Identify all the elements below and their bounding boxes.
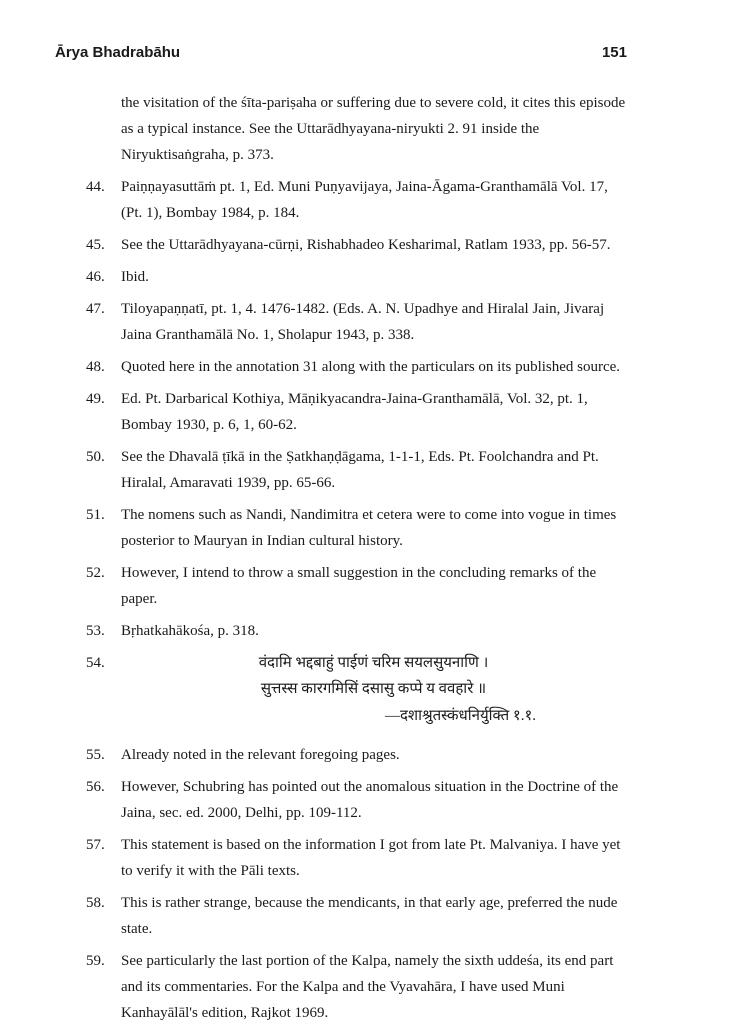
endnote bbox=[86, 354, 626, 380]
page-number: 151 bbox=[601, 44, 627, 61]
endnote bbox=[86, 502, 626, 554]
endnote-text: Ibid. bbox=[121, 269, 149, 285]
endnote-number: 51. bbox=[86, 507, 105, 523]
endnote-text: See particularly the last portion of the Kalpa, namely the sixth uddeśa, its end part and its commentaries. For the Kalpa and the Vyavahāra, I have used Muni Kanhayālāl's edition, Rajkot 1969. bbox=[121, 953, 614, 1021]
endnote-number: 53. bbox=[86, 623, 105, 639]
endnote-text: Paiṇṇayasuttāṁ pt. 1, Ed. Muni Puṇyavijaya, Jaina-Āgama-Granthamālā Vol. 17, (Pt. 1), Bombay 1984, p. 184. bbox=[121, 179, 608, 221]
endnote-number: 44. bbox=[86, 179, 105, 195]
endnote-text: Already noted in the relevant foregoing pages. bbox=[121, 747, 400, 763]
endnote-number: 58. bbox=[86, 895, 105, 911]
endnote bbox=[86, 742, 626, 768]
endnote-number: 56. bbox=[86, 779, 105, 795]
endnote-number: 49. bbox=[86, 391, 105, 407]
endnote bbox=[86, 832, 626, 884]
endnote-number: 50. bbox=[86, 449, 105, 465]
endnote-number: 46. bbox=[86, 269, 105, 285]
endnote-verse bbox=[86, 650, 626, 730]
verse-line-1: वंदामि भद्दबाहुं पाईणं चरिम सयलसुयनाणि । bbox=[258, 655, 489, 671]
endnote bbox=[86, 232, 626, 258]
endnote bbox=[86, 774, 626, 826]
endnote-text: Tiloyapaṇṇatī, pt. 1, 4. 1476-1482. (Eds. A. N. Upadhye and Hiralal Jain, Jivaraj Jaina Granthamālā No. 1, Sholapur 1943, p. 338. bbox=[121, 301, 605, 343]
continuation-paragraph: the visitation of the śīta-pariṣaha or suffering due to severe cold, it cites this episode as a typical instance. See the Uttarādhyayana-niryukti 2. 91 inside the Niryuktisaṅgraha, p. 373. bbox=[121, 95, 626, 163]
endnote bbox=[86, 890, 626, 942]
endnote-text: Ed. Pt. Darbarical Kothiya, Māṇikyacandra-Jaina-Granthamālā, Vol. 32, pt. 1, Bombay 1930, p. 6, 1, 60-62. bbox=[121, 391, 588, 433]
endnote-text: However, Schubring has pointed out the anomalous situation in the Doctrine of the Jaina, sec. ed. 2000, Delhi, pp. 109-112. bbox=[121, 779, 619, 821]
endnote-text: This statement is based on the information I got from late Pt. Malvaniya. I have yet to verify it with the Pāli texts. bbox=[121, 837, 621, 879]
endnote-number: 47. bbox=[86, 301, 105, 317]
endnote bbox=[86, 386, 626, 438]
endnote bbox=[86, 618, 626, 644]
endnote-text: Bṛhatkahākośa, p. 318. bbox=[121, 623, 259, 639]
endnote-text: See the Dhavalā ṭīkā in the Ṣatkhaṇḍāgama, 1-1-1, Eds. Pt. Foolchandra and Pt. Hiralal, Amaravati 1939, pp. 65-66. bbox=[121, 449, 599, 491]
endnote-text: See the Uttarādhyayana-cūrṇi, Rishabhadeo Kesharimal, Ratlam 1933, pp. 56-57. bbox=[121, 237, 611, 253]
endnote bbox=[86, 444, 626, 496]
page-header bbox=[55, 44, 627, 61]
endnote bbox=[86, 264, 626, 290]
endnote-number: 55. bbox=[86, 747, 105, 763]
endnote-text: This is rather strange, because the mendicants, in that early age, preferred the nude state. bbox=[121, 895, 618, 937]
running-head: Ārya Bhadrabāhu bbox=[55, 44, 181, 61]
endnote-number: 54. bbox=[86, 655, 105, 671]
endnote-number: 52. bbox=[86, 565, 105, 581]
endnote-number: 48. bbox=[86, 359, 105, 375]
endnote-text: However, I intend to throw a small suggestion in the concluding remarks of the paper. bbox=[121, 565, 597, 607]
endnote-number: 45. bbox=[86, 237, 105, 253]
endnote-number: 59. bbox=[86, 953, 105, 969]
verse-source: —दशाश्रुतस्कंधनिर्युक्ति १.१. bbox=[384, 708, 536, 724]
endnote bbox=[86, 560, 626, 612]
endnote-text: The nomens such as Nandi, Nandimitra et cetera were to come into vogue in times posterior to Mauryan in Indian cultural history. bbox=[121, 507, 617, 549]
endnote-text: Quoted here in the annotation 31 along with the particulars on its published source. bbox=[121, 359, 621, 375]
verse-line-2: सुत्तस्स कारगमिसिं दसासु कप्पे य ववहारे ॥ bbox=[260, 681, 487, 697]
endnote-number: 57. bbox=[86, 837, 105, 853]
endnote bbox=[86, 296, 626, 348]
endnote bbox=[86, 948, 626, 1026]
endnotes bbox=[86, 90, 626, 1026]
endnote bbox=[86, 174, 626, 226]
